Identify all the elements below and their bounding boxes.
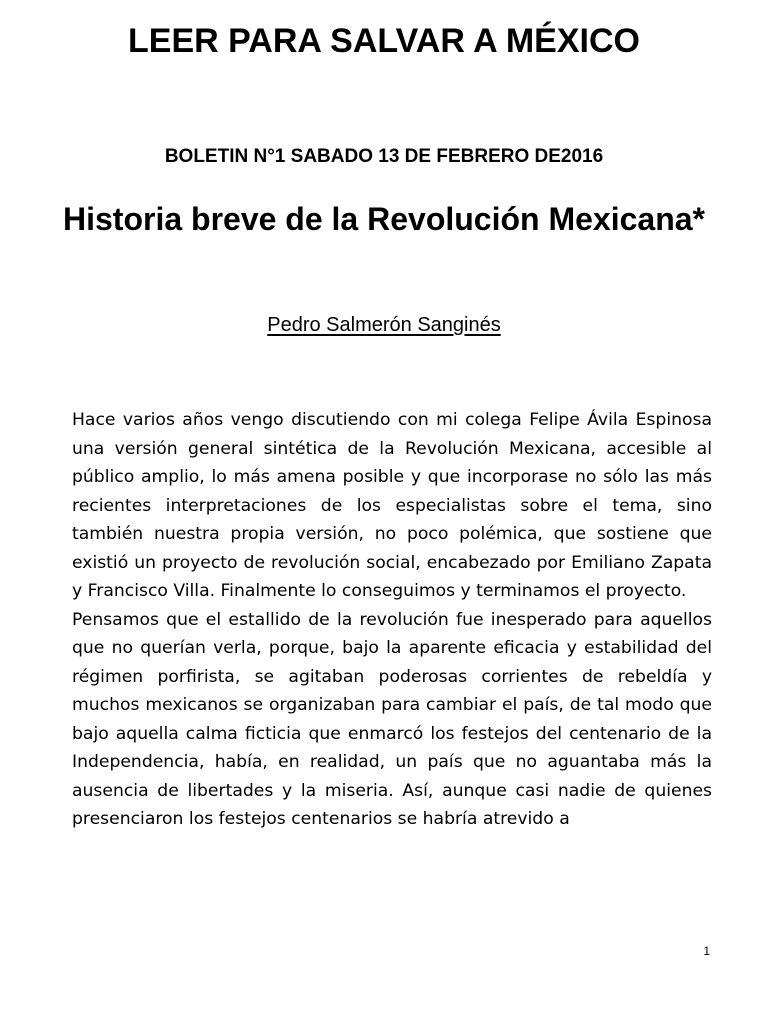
paragraph-2: Pensamos que el estallido de la revolución fue inesperado para aquellos que no querían verla, porque, bajo la aparente eficacia y estabilidad del régimen porfirista, se agitaban poderosas corrientes de rebeldía y muchos mexicanos se organizaban para cambiar el país, de tal modo que bajo aquella calma ficticia que enmarcó los festejos del centenario de la Independencia, había, en realidad, un país que no aguantaba más la ausencia de libertades y la miseria. Así, aunque casi nadie de quienes presenciaron los festejos centenarios se habría atrevido a [72, 609, 712, 829]
page-number: 1 [703, 944, 710, 958]
article-title: Historia breve de la Revolución Mexicana* [62, 201, 705, 237]
paragraph-1: Hace varios años vengo discutiendo con mi colega Felipe Ávila Espinosa una versión general sintética de la Revolución Mexicana, accesible al público amplio, lo más amena posible y que incorporase no sólo las más recientes interpretaciones de los especialistas sobre el tema, sino también nuestra propia versión, no poco polémica, que sostiene que existió un proyecto de revolución social, encabezado por Emiliano Zapata y Francisco Villa. Finalmente lo conseguimos y terminamos el proyecto. [72, 410, 712, 601]
masthead: LEER PARA SALVAR A MÉXICO [128, 22, 640, 60]
bulletin-line: BOLETIN N°1 SABADO 13 DE FEBRERO DE2016 [164, 146, 604, 167]
author-name: Pedro Salmerón Sanginés [267, 314, 501, 336]
article-body [72, 406, 712, 834]
author-byline [0, 314, 768, 337]
